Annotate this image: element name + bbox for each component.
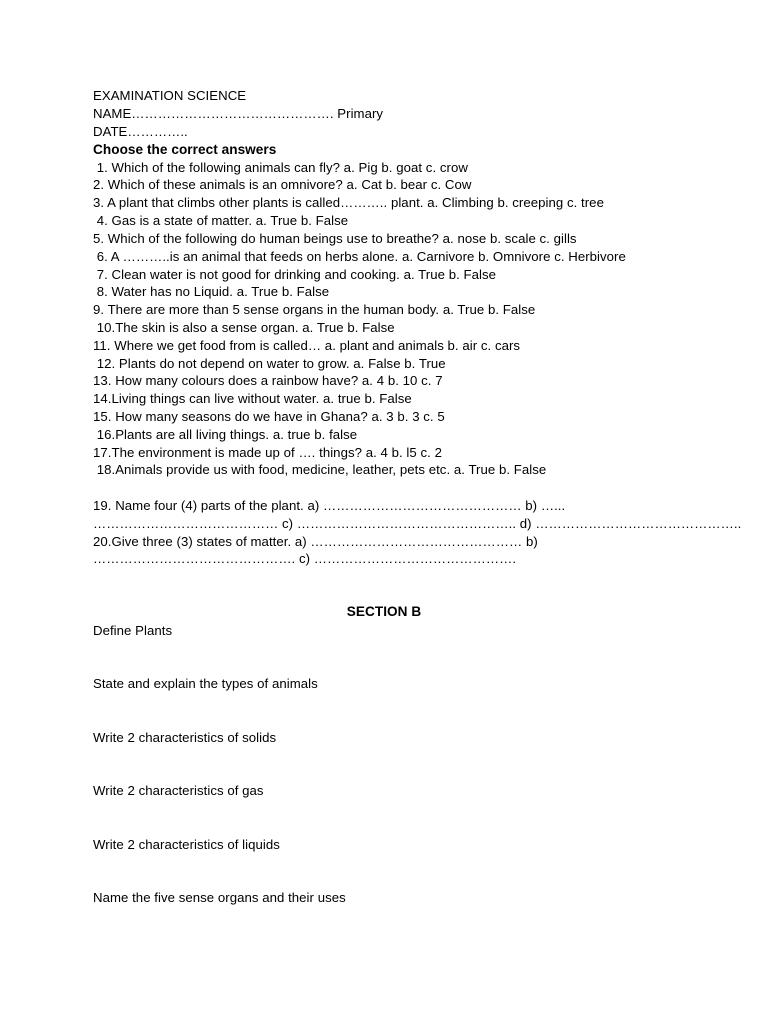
instruction-heading: Choose the correct answers (93, 142, 277, 157)
question-item: 14.Living things can live without water. a. true b. False (93, 391, 412, 406)
name-line: NAME………………………………………. Primary (93, 106, 384, 121)
exam-title: EXAMINATION SCIENCE (93, 88, 247, 103)
question-item: 18.Animals provide us with food, medicine, leather, pets etc. a. True b. False (93, 462, 547, 477)
question-item: 15. How many seasons do we have in Ghana? a. 3 b. 3 c. 5 (93, 409, 445, 424)
question-item: 7. Clean water is not good for drinking and cooking. a. True b. False (93, 267, 497, 282)
section-b-heading: SECTION B (346, 604, 422, 619)
question-item: 12. Plants do not depend on water to grow. a. False b. True (93, 356, 446, 371)
question-20-line-2: ………………………………………. c) ………………………………………. (93, 551, 517, 566)
section-b-prompt: State and explain the types of animals (93, 676, 318, 691)
question-item: 4. Gas is a state of matter. a. True b. False (93, 213, 349, 228)
date-line: DATE………….. (93, 124, 188, 139)
question-item: 11. Where we get food from is called… a. plant and animals b. air c. cars (93, 338, 521, 353)
section-b-prompt: Define Plants (93, 623, 173, 638)
question-item: 3. A plant that climbs other plants is called……….. plant. a. Climbing b. creeping c. tree (93, 195, 604, 210)
question-item: 17.The environment is made up of …. things? a. 4 b. l5 c. 2 (93, 445, 442, 460)
section-b-prompt: Write 2 characteristics of liquids (93, 837, 280, 852)
question-item: 1. Which of the following animals can fly? a. Pig b. goat c. crow (93, 160, 468, 175)
question-20-line-1: 20.Give three (3) states of matter. a) ………………………………………… b) (93, 534, 538, 549)
question-item: 10.The skin is also a sense organ. a. True b. False (93, 320, 395, 335)
question-19-line-2: …………………………………… c) ………………………………………….. d) ……………………………………….. (93, 516, 742, 531)
question-19-line-1: 19. Name four (4) parts of the plant. a) ……………………………………… b) …... (93, 498, 566, 513)
question-item: 13. How many colours does a rainbow have? a. 4 b. 10 c. 7 (93, 373, 443, 388)
question-item: 2. Which of these animals is an omnivore? a. Cat b. bear c. Cow (93, 177, 472, 192)
question-item: 5. Which of the following do human beings use to breathe? a. nose b. scale c. gills (93, 231, 577, 246)
question-item: 16.Plants are all living things. a. true b. false (93, 427, 358, 442)
question-item: 6. A ………..is an animal that feeds on herbs alone. a. Carnivore b. Omnivore c. Herbivore (93, 249, 626, 264)
question-item: 9. There are more than 5 sense organs in the human body. a. True b. False (93, 302, 536, 317)
section-b-prompt: Write 2 characteristics of solids (93, 730, 277, 745)
question-item: 8. Water has no Liquid. a. True b. False (93, 284, 330, 299)
section-b-prompt: Name the five sense organs and their uses (93, 890, 346, 905)
section-b-prompt: Write 2 characteristics of gas (93, 783, 264, 798)
